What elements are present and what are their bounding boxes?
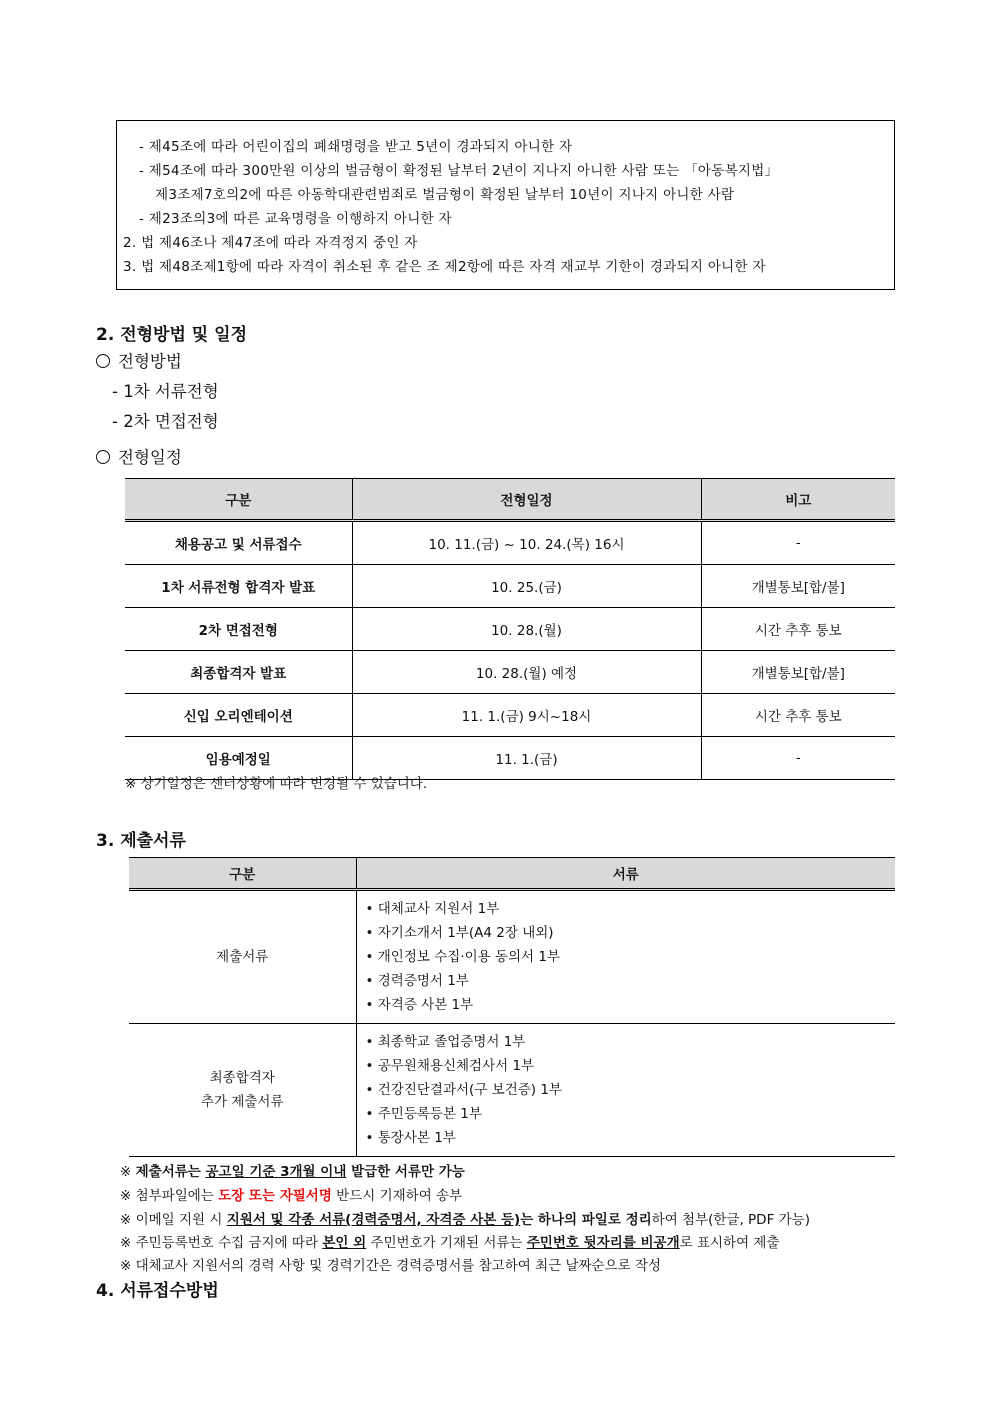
table-row bbox=[125, 565, 895, 608]
disqualification-box bbox=[116, 120, 895, 290]
box-line: 2. 법 제46조나 제47조에 따라 자격정지 중인 자 bbox=[123, 235, 418, 251]
submission-note: ※ 제출서류는 공고일 기준 3개월 이내 발급한 서류만 가능 bbox=[120, 1164, 465, 1180]
box-line: - 제23조의3에 따른 교육명령을 이행하지 아니한 자 bbox=[139, 211, 452, 227]
box-line: 3. 법 제48조제1항에 따라 자격이 취소된 후 같은 조 제2항에 따른 자격 재교부 기한이 경과되지 아니한 자 bbox=[123, 259, 766, 275]
table-row bbox=[129, 890, 895, 1024]
document-category: 제출서류 bbox=[129, 890, 356, 1024]
list-item: • 최종학교 졸업증명서 1부 bbox=[366, 1030, 895, 1054]
documents-table bbox=[129, 857, 895, 1157]
submission-note: ※ 이메일 지원 시 지원서 및 각종 서류(경력증명서, 자격증 사본 등)는 하나의 파일로 정리하여 첨부(한글, PDF 가능) bbox=[120, 1212, 810, 1228]
table-row bbox=[125, 521, 895, 565]
section-3-title: 3. 제출서류 bbox=[96, 831, 186, 851]
list-item: • 공무원채용신체검사서 1부 bbox=[366, 1054, 895, 1078]
table-cell: 임용예정일 bbox=[125, 737, 352, 780]
circle-bullet-icon bbox=[96, 450, 110, 464]
schedule-heading: 전형일정 bbox=[96, 444, 182, 468]
table-cell: 최종합격자 발표 bbox=[125, 651, 352, 694]
list-item: • 주민등록등본 1부 bbox=[366, 1102, 895, 1126]
table-cell: 10. 11.(금) ~ 10. 24.(목) 16시 bbox=[352, 521, 701, 565]
table-cell: 시간 추후 통보 bbox=[701, 608, 895, 651]
list-item: • 자기소개서 1부(A4 2장 내외) bbox=[366, 921, 895, 945]
document-list bbox=[358, 892, 895, 1022]
box-line: - 제45조에 따라 어린이집의 폐쇄명령을 받고 5년이 경과되지 아니한 자 bbox=[139, 139, 573, 155]
table-row bbox=[125, 651, 895, 694]
category-line: 추가 제출서류 bbox=[200, 1094, 284, 1110]
list-item: • 대체교사 지원서 1부 bbox=[366, 897, 895, 921]
table-cell: - bbox=[701, 521, 895, 565]
table-cell: 신입 오리엔테이션 bbox=[125, 694, 352, 737]
circle-bullet-icon bbox=[96, 354, 110, 368]
table-cell: 10. 25.(금) bbox=[352, 565, 701, 608]
box-line: 제3조제7호의2에 따른 아동학대관련범죄로 벌금형이 확정된 날부터 10년이 지나지 아니한 사람 bbox=[155, 187, 735, 203]
table-cell: 개별통보[합/불] bbox=[701, 565, 895, 608]
table-row bbox=[125, 694, 895, 737]
list-item: • 자격증 사본 1부 bbox=[366, 993, 895, 1017]
table-header-row bbox=[129, 858, 895, 890]
column-header: 서류 bbox=[356, 858, 895, 890]
table-cell: 10. 28.(월) bbox=[352, 608, 701, 651]
submission-note: ※ 첨부파일에는 도장 또는 자필서명 반드시 기재하여 송부 bbox=[120, 1188, 463, 1204]
section-4-title: 4. 서류접수방법 bbox=[96, 1281, 219, 1301]
column-header: 구분 bbox=[125, 479, 352, 521]
table-cell: 개별통보[합/불] bbox=[701, 651, 895, 694]
list-item: • 건강진단결과서(구 보건증) 1부 bbox=[366, 1078, 895, 1102]
table-cell: 채용공고 및 서류접수 bbox=[125, 521, 352, 565]
table-cell: - bbox=[701, 737, 895, 780]
column-header: 전형일정 bbox=[352, 479, 701, 521]
table-cell: 11. 1.(금) 9시~18시 bbox=[352, 694, 701, 737]
schedule-note: ※ 상기일정은 센터상황에 따라 변경될 수 있습니다. bbox=[125, 776, 428, 792]
column-header: 비고 bbox=[701, 479, 895, 521]
schedule-table bbox=[125, 478, 895, 780]
table-row bbox=[125, 608, 895, 651]
table-header-row bbox=[125, 479, 895, 521]
submission-note: ※ 주민등록번호 수집 금지에 따라 본인 외 주민번호가 기재된 서류는 주민번호 뒷자리를 비공개로 표시하여 제출 bbox=[120, 1235, 780, 1251]
table-cell: 10. 28.(월) 예정 bbox=[352, 651, 701, 694]
document-list-cell bbox=[356, 1024, 895, 1157]
table-cell: 11. 1.(금) bbox=[352, 737, 701, 780]
step-item: - 2차 면접전형 bbox=[112, 412, 219, 431]
table-row bbox=[129, 1024, 895, 1157]
list-item: • 개인정보 수집·이용 동의서 1부 bbox=[366, 945, 895, 969]
category-line: 최종합격자 bbox=[209, 1070, 275, 1086]
document-list-cell bbox=[356, 890, 895, 1024]
list-item: • 통장사본 1부 bbox=[366, 1126, 895, 1150]
method-heading: 전형방법 bbox=[96, 348, 182, 372]
table-cell: 2차 면접전형 bbox=[125, 608, 352, 651]
submission-note: ※ 대체교사 지원서의 경력 사항 및 경력기간은 경력증명서를 참고하여 최근 날짜순으로 작성 bbox=[120, 1258, 662, 1274]
list-item: • 경력증명서 1부 bbox=[366, 969, 895, 993]
column-header: 구분 bbox=[129, 858, 356, 890]
table-cell: 1차 서류전형 합격자 발표 bbox=[125, 565, 352, 608]
document-category bbox=[129, 1024, 356, 1157]
document-list bbox=[358, 1025, 895, 1155]
step-item: - 1차 서류전형 bbox=[112, 382, 219, 401]
section-2-title: 2. 전형방법 및 일정 bbox=[96, 325, 247, 345]
table-cell: 시간 추후 통보 bbox=[701, 694, 895, 737]
box-line: - 제54조에 따라 300만원 이상의 벌금형이 확정된 날부터 2년이 지나지 아니한 사람 또는 「아동복지법」 bbox=[139, 163, 779, 179]
